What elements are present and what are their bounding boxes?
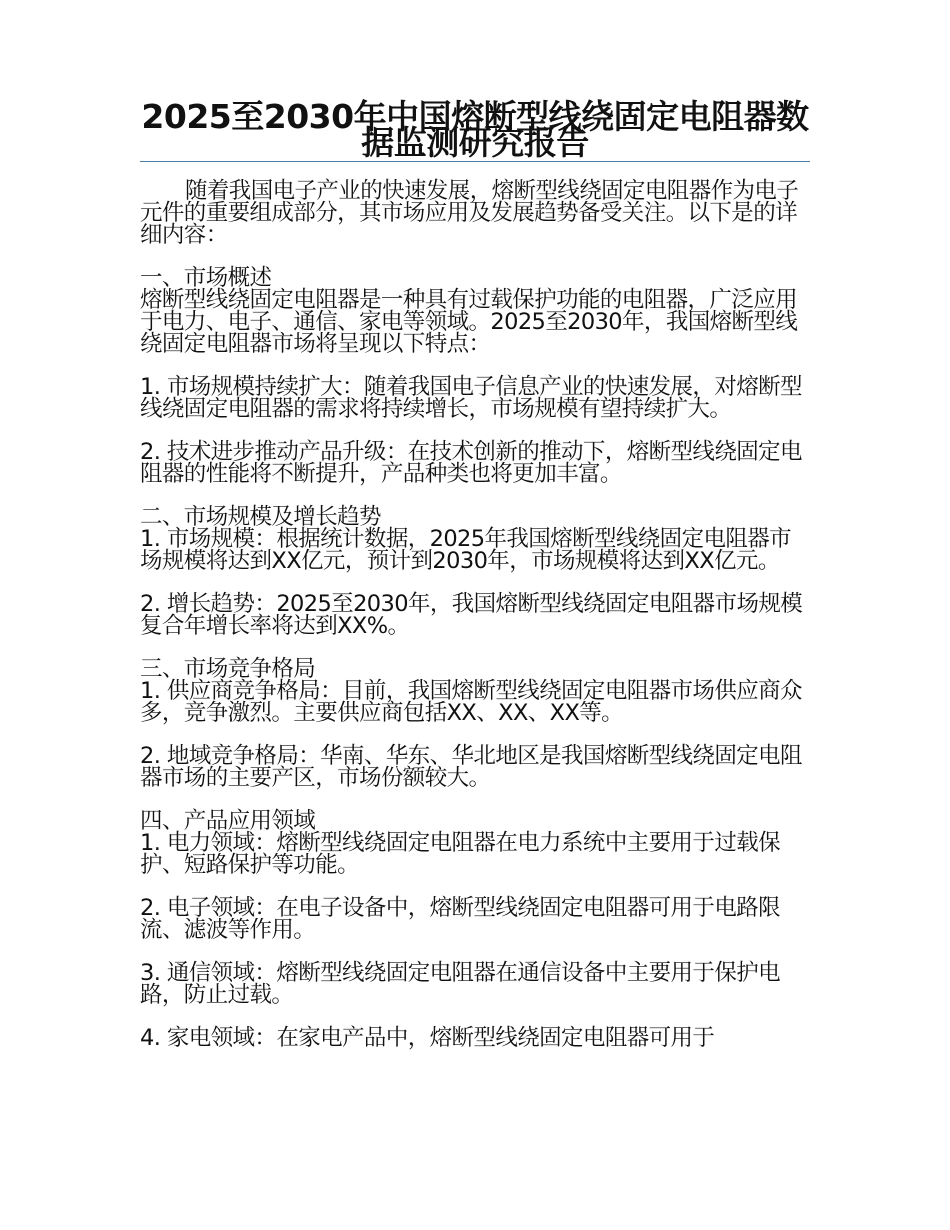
paragraph: 2. 地域竞争格局：华南、华东、华北地区是我国熔断型线绕固定电阻器市场的主要产区，市场份额较大。 <box>140 743 802 791</box>
document-title: 2025至2030年中国熔断型线绕固定电阻器数据监测研究报告 <box>141 97 809 162</box>
title-block <box>140 97 810 162</box>
paragraph: 2. 电子领域：在电子设备中，熔断型线绕固定电阻器可用于电路限流、滤波等作用。 <box>140 895 781 943</box>
title-underline <box>140 161 810 162</box>
paragraph: 1. 供应商竞争格局：目前，我国熔断型线绕固定电阻器市场供应商众多，竞争激烈。主要供应商包括XX、XX、XX等。 <box>140 678 802 726</box>
paragraph: 1. 市场规模：根据统计数据，2025年我国熔断型线绕固定电阻器市场规模将达到XX亿元，预计到2030年，市场规模将达到XX亿元。 <box>140 526 792 574</box>
paragraph: 3. 通信领域：熔断型线绕固定电阻器在通信设备中主要用于保护电路，防止过载。 <box>140 960 781 1008</box>
section-heading: 二、市场规模及增长趋势 <box>140 504 381 530</box>
section-heading: 四、产品应用领域 <box>140 808 316 834</box>
section-competition <box>140 658 812 789</box>
paragraph: 2. 技术进步推动产品升级：在技术创新的推动下，熔断型线绕固定电阻器的性能将不断提升，产品种类也将更加丰富。 <box>140 439 802 487</box>
paragraph: 熔断型线绕固定电阻器是一种具有过载保护功能的电阻器，广泛应用于电力、电子、通信、家电等领域。2025至2030年，我国熔断型线绕固定电阻器市场将呈现以下特点： <box>140 287 798 357</box>
section-heading: 三、市场竞争格局 <box>140 656 316 682</box>
document-body <box>140 180 812 1070</box>
section-market-overview <box>140 267 812 485</box>
intro-paragraph: 随着我国电子产业的快速发展，熔断型线绕固定电阻器作为电子元件的重要组成部分，其市场应用及发展趋势备受关注。以下是的详细内容： <box>140 178 799 248</box>
paragraph: 2. 增长趋势：2025至2030年，我国熔断型线绕固定电阻器市场规模复合年增长率将达到XX%。 <box>140 591 803 639</box>
section-market-scale <box>140 506 812 637</box>
section-heading: 一、市场概述 <box>140 265 272 291</box>
paragraph: 1. 市场规模持续扩大：随着我国电子信息产业的快速发展，对熔断型线绕固定电阻器的需求将持续增长，市场规模有望持续扩大。 <box>140 374 802 422</box>
paragraph: 4. 家电领域：在家电产品中，熔断型线绕固定电阻器可用于 <box>140 1025 715 1051</box>
section-applications <box>140 810 812 1049</box>
paragraph: 1. 电力领域：熔断型线绕固定电阻器在电力系统中主要用于过载保护、短路保护等功能。 <box>140 830 781 878</box>
